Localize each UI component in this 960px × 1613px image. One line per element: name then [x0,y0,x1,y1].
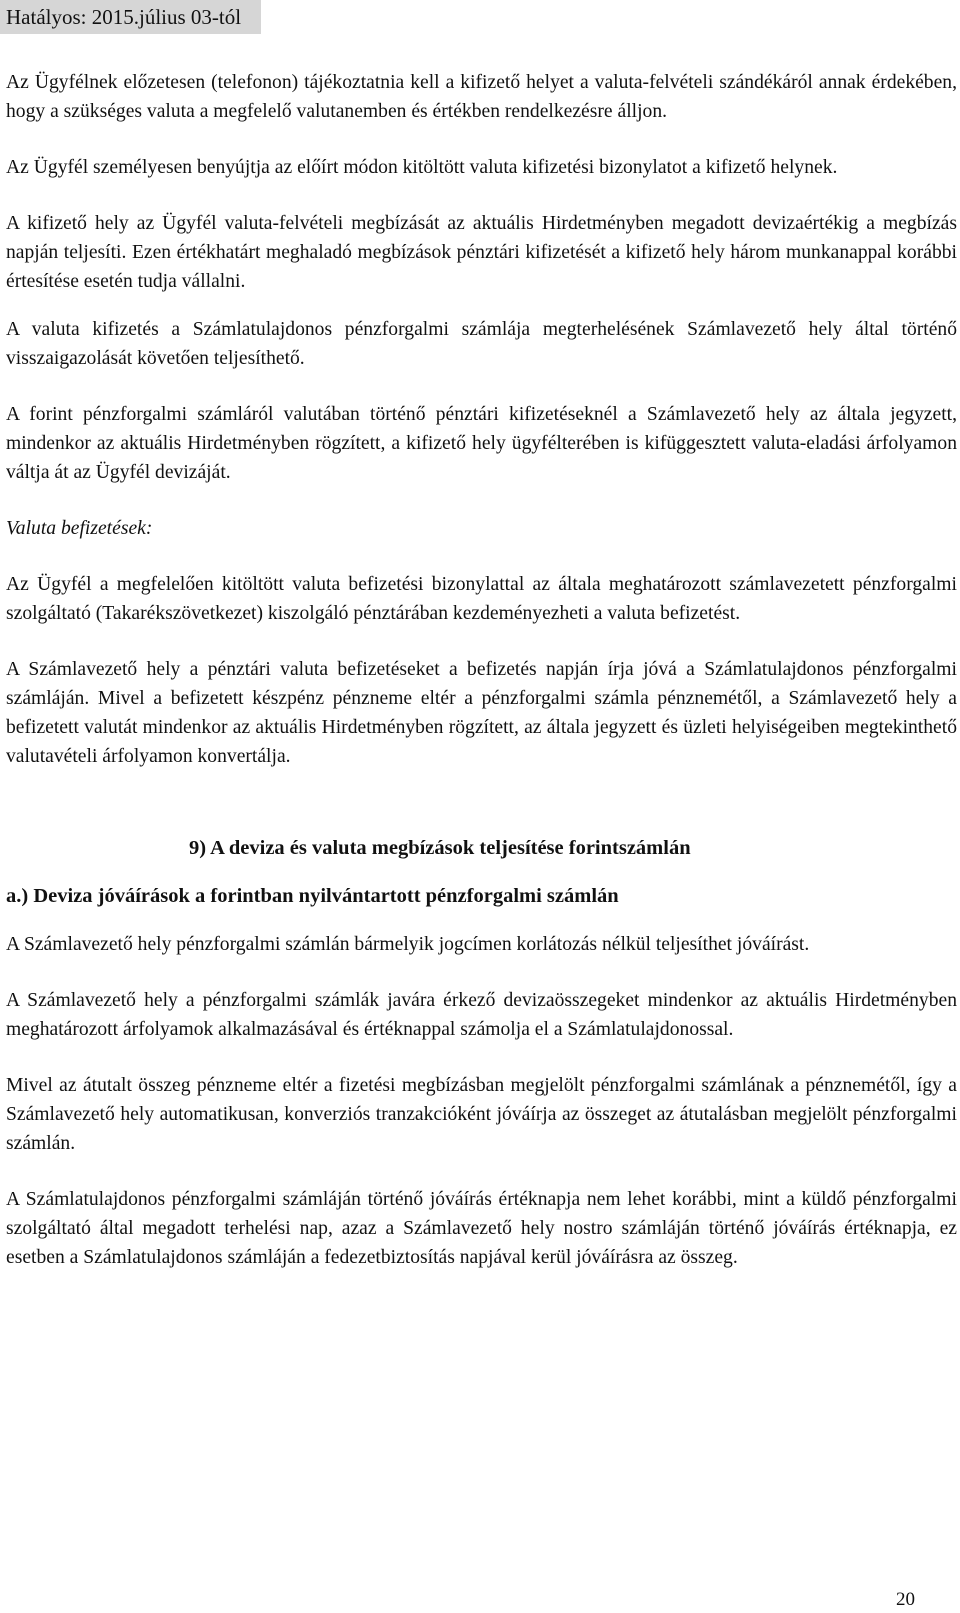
paragraph-withdrawal-limit: A kifizető hely az Ügyfél valuta-felvételi megbízását az aktuális Hirdetményben megadott devizaértékig a megbízás napján teljesíti. Ezen értékhatárt meghaladó megbízások pénztári kifizetését a kifizető hely három munkanappal korábbi értesítése esetén tudja vállalni. [6,213,957,292]
paragraph-withdrawal-confirmation: A valuta kifizetés a Számlatulajdonos pénzforgalmi számlája megterhelésének Számlavezető hely által történő visszaigazolását követően teljesíthető. [6,319,957,369]
paragraph-credit-unrestricted: A Számlavezető hely pénzforgalmi számlán bármelyik jogcímen korlátozás nélkül teljesíthet jóváírást. [6,934,810,955]
paragraph-advance-notice: Az Ügyfélnek előzetesen (telefonon) tájékoztatnia kell a kifizető helyet a valuta-felvételi szándékáról annak érdekében, hogy a szükséges valuta a megfelelő valutanemben és értékben rendelkezésre álljon. [6,72,957,122]
paragraph-credit-conversion: Mivel az átutalt összeg pénzneme eltér a fizetési megbízásban megjelölt pénzforgalmi számlának a pénznemétől, így a Számlavezető hely automatikusan, konverziós tranzakcióként jóváírja az összeget az átutalásban megjelölt pénzforgalmi számlán. [6,1075,957,1154]
paragraph-deposit-initiation: Az Ügyfél a megfelelően kitöltött valuta befizetési bizonylattal az általa meghatározott számlavezetett pénzforgalmi szolgáltató (Takarékszövetkezet) kiszolgáló pénztárában kezdeményezheti a valuta befizetést. [6,574,957,624]
section-title: 9) A deviza és valuta megbízások teljesítése forintszámlán [189,837,691,859]
subheading-cash-deposits: Valuta befizetések: [6,518,153,539]
paragraph-exchange-rate: A forint pénzforgalmi számláról valutában történő pénztári kifizetéseknél a Számlavezető hely az általa jegyzett, mindenkor az aktuális Hirdetményben rögzített, a kifizető hely ügyfélterében is kifüggesztett valuta-eladási árfolyamon váltja át az Ügyfél devizáját. [6,404,957,483]
document-body [6,68,957,1272]
paragraph-personal-submission: Az Ügyfél személyesen benyújtja az előírt módon kitöltött valuta kifizetési bizonylatot a kifizető helynek. [6,157,838,178]
subsection-title: a.) Deviza jóváírások a forintban nyilvántartott pénzforgalmi számlán [6,885,619,907]
page-number: 20 [896,1589,915,1610]
paragraph-deposit-crediting: A Számlavezető hely a pénztári valuta befizetéseket a befizetés napján írja jóvá a Számlatulajdonos pénzforgalmi számláján. Mivel a befizetett készpénz pénzneme eltér a pénzforgalmi számla pénznemétől, a Számlavezető hely a befizetett valutát mindenkor az aktuális Hirdetményben rögzített, az általa jegyzett és üzleti helyiségeiben megtekinthető valutavételi árfolyamon konvertálja. [6,659,957,767]
paragraph-credit-settlement: A Számlavezető hely a pénzforgalmi számlák javára érkező devizaösszegeket mindenkor az aktuális Hirdetményben meghatározott árfolyamok alkalmazásával és értéknappal számolja el a Számlatulajdonossal. [6,990,957,1040]
validity-header: Hatályos: 2015.július 03-tól [0,0,261,34]
paragraph-value-date: A Számlatulajdonos pénzforgalmi számláján történő jóváírás értéknapja nem lehet korábbi, mint a küldő pénzforgalmi szolgáltató által megadott terhelési nap, azaz a Számlavezető hely nostro számláján történő jóváírás értéknapja, ez esetben a Számlatulajdonos számláján a fedezetbiztosítás napjával kerül jóváírásra az összeg. [6,1189,957,1268]
